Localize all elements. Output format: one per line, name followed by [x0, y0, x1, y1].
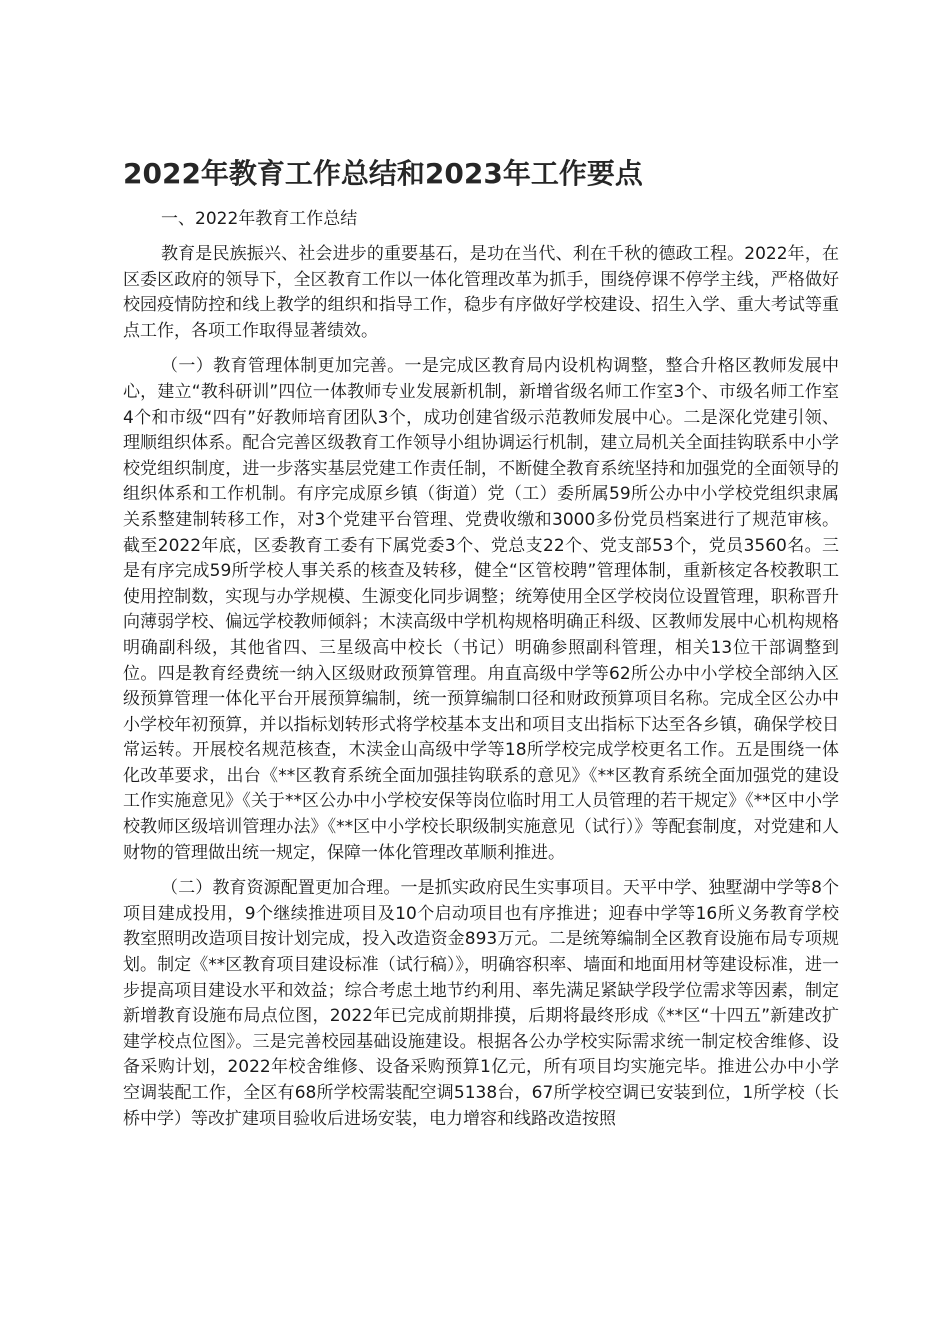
paragraph-management-system: （一）教育管理体制更加完善。一是完成区教育局内设机构调整，整合升格区教师发展中心，建立“教科研训”四位一体教师专业发展新机制，新增省级名师工作室3个、市级名师工作室4个和市级“四有”好教师培育团队3个，成功创建省级示范教师发展中心。二是深化党建引领、理顺组织体系。配合完善区级教育工作领导小组协调运行机制，建立局机关全面挂钩联系中小学校党组织制度，进一步落实基层党建工作责任制，不断健全教育系统坚持和加强党的全面领导的组织体系和工作机制。有序完成原乡镇（街道）党（工）委所属59所公办中小学校党组织隶属关系整建制转移工作，对3个党建平台管理、党费收缴和3000多份党员档案进行了规范审核。截至2022年底，区委教育工委有下属党委3个、党总支22个、党支部53个，党员3560名。三是有序完成59所学校人事关系的核查及转移，健全“区管校聘”管理体制，重新核定各校教职工使用控制数，实现与办学规模、生源变化同步调整；统筹使用全区学校岗位设置管理，职称晋升向薄弱学校、偏远学校教师倾斜；木渎高级中学机构规格明确正科级、区教师发展中心机构规格明确副科级，其他省四、三星级高中校长（书记）明确参照副科管理，相关13位干部调整到位。四是教育经费统一纳入区级财政预算管理。甪直高级中学等62所公办中小学校全部纳入区级预算管理一体化平台开展预算编制，统一预算编制口径和财政预算项目名称。完成全区公办中小学校年初预算，并以指标划转形式将学校基本支出和项目支出指标下达至各乡镇，确保学校日常运转。开展校名规范核查，木渎金山高级中学等18所学校完成学校更名工作。五是围绕一体化改革要求，出台《**区教育系统全面加强挂钩联系的意见》《**区教育系统全面加强党的建设工作实施意见》《关于**区公办中小学校安保等岗位临时用工人员管理的若干规定》《**区中小学校教师区级培训管理办法》《**区中小学校长职级制实施意见（试行）》等配套制度，对党建和人财物的管理做出统一规定，保障一体化管理改革顺利推进。	[123, 356, 839, 863]
paragraph-intro: 教育是民族振兴、社会进步的重要基石，是功在当代、利在千秋的德政工程。2022年，在区委区政府的领导下，全区教育工作以一体化管理改革为抓手，围绕停课不停学主线，严格做好校园疫情防控和线上教学的组织和指导工作，稳步有序做好学校建设、招生入学、重大考试等重点工作，各项工作取得显著绩效。	[123, 244, 839, 341]
section-heading: 一、2022年教育工作总结	[161, 209, 358, 229]
document-body	[123, 152, 839, 1132]
paragraph-resource-allocation: （二）教育资源配置更加合理。一是抓实政府民生实事项目。天平中学、独墅湖中学等8个项目建成投用，9个继续推进项目及10个启动项目也有序推进；迎春中学等16所义务教育学校教室照明改造项目按计划完成，投入改造资金893万元。二是统筹编制全区教育设施布局专项规划。制定《**区教育项目建设标准（试行稿）》，明确容积率、墙面和地面用材等建设标准，进一步提高项目建设水平和效益；综合考虑土地节约利用、率先满足紧缺学段学位需求等因素，制定新增教育设施布局点位图，2022年已完成前期排摸，后期将最终形成《**区“十四五”新建改扩建学校点位图》。三是完善校园基础设施建设。根据各公办学校实际需求统一制定校舍维修、设备采购计划，2022年校舍维修、设备采购预算1亿元，所有项目均实施完毕。推进公办中小学空调装配工作，全区有68所学校需装配空调5138台，67所学校空调已安装到位，1所学校（长桥中学）等改扩建项目验收后进场安装，电力增容和线路改造按照	[123, 878, 839, 1129]
document-title: 2022年教育工作总结和2023年工作要点	[123, 157, 643, 190]
